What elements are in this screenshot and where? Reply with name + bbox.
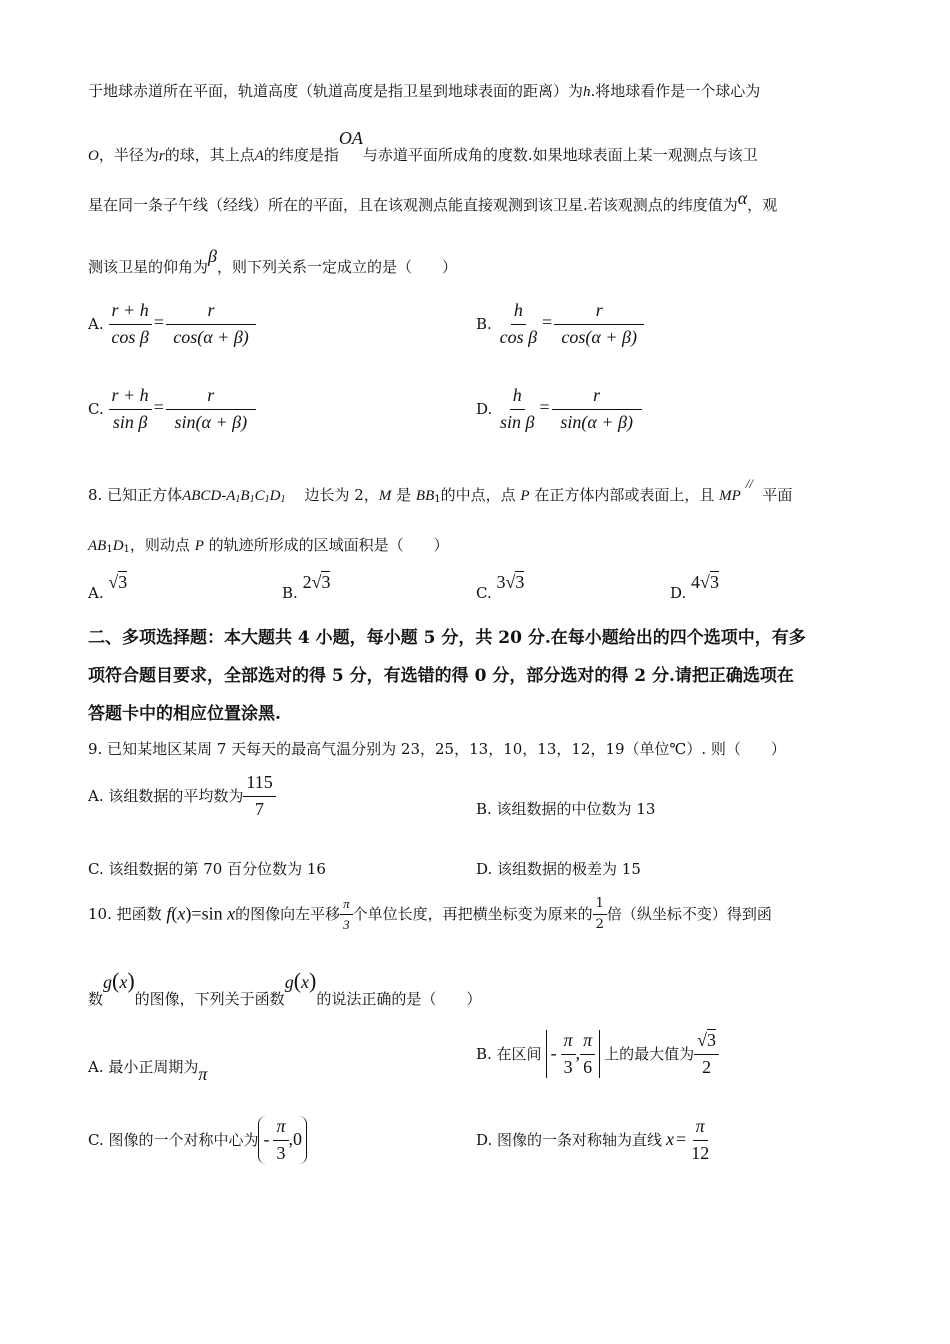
q8-text: ，则动点 bbox=[129, 536, 190, 554]
fraction-sqrt3-2 bbox=[694, 1030, 719, 1078]
option-label: A. bbox=[88, 584, 104, 602]
radicand: 3 bbox=[118, 572, 128, 592]
point-p: P bbox=[194, 538, 204, 554]
fraction-pi-12 bbox=[688, 1116, 712, 1164]
minus-sign: - bbox=[263, 1129, 270, 1150]
option-text: 上的最大值为 bbox=[604, 1045, 695, 1064]
denominator: cos β bbox=[111, 326, 149, 347]
denominator: cos(α + β) bbox=[561, 326, 637, 347]
numerator: r + h bbox=[109, 300, 152, 325]
denominator: 3 bbox=[563, 1056, 573, 1077]
option-label: A. bbox=[88, 315, 104, 334]
q9-option-c[interactable]: C. 该组数据的第 70 百分位数为 16 bbox=[88, 860, 326, 878]
q8-text: 是 bbox=[396, 486, 412, 504]
section2-heading-line2: 项符合题目要求，全部选对的得 5 分，有选错的得 0 分，部分选对的得 2 分.请把正确选项在 bbox=[88, 666, 794, 686]
function-g: g(x) bbox=[103, 968, 135, 993]
q10-line1 bbox=[88, 896, 772, 932]
q7-option-a[interactable] bbox=[88, 300, 256, 348]
cube-part: B bbox=[240, 488, 250, 504]
option-text: A. 该组数据的平均数为 bbox=[88, 787, 244, 806]
denominator: cos β bbox=[499, 326, 538, 347]
numerator: 1 bbox=[593, 896, 607, 915]
subscript: 1 bbox=[106, 544, 113, 555]
numerator: r bbox=[166, 300, 256, 325]
symbol-x: x bbox=[666, 1129, 675, 1150]
numerator: r bbox=[554, 300, 644, 325]
q8-option-b[interactable] bbox=[282, 572, 331, 602]
fraction-left bbox=[497, 300, 540, 348]
symbol-x: x bbox=[301, 972, 310, 992]
option-label: C. bbox=[88, 400, 104, 419]
q7-OA: OA bbox=[338, 128, 363, 148]
numerator: √3 bbox=[694, 1030, 719, 1055]
denominator: sin(α + β) bbox=[560, 411, 633, 432]
denominator: sin β bbox=[112, 411, 148, 432]
option-text: A. 最小正周期为 bbox=[88, 1058, 199, 1076]
numerator: h bbox=[511, 300, 526, 325]
zero: ,0 bbox=[288, 1129, 303, 1150]
section2-heading-line3: 答题卡中的相应位置涂黑. bbox=[88, 704, 281, 724]
equals-sign: = bbox=[153, 397, 164, 418]
numerator: π bbox=[340, 896, 353, 915]
denominator: 6 bbox=[583, 1056, 593, 1077]
section2-heading-line1: 二、多项选择题：本大题共 4 小题，每小题 5 分，共 20 分.在每小题给出的四个选项中，有多 bbox=[88, 628, 806, 648]
function-f: f(x)=sin x bbox=[166, 903, 236, 924]
fraction-right bbox=[166, 300, 256, 348]
numerator: h bbox=[510, 385, 525, 410]
denominator: 2 bbox=[702, 1056, 712, 1077]
q7-alpha: α bbox=[737, 188, 748, 208]
parallel-symbol: // bbox=[745, 476, 753, 491]
radical-sign: √ bbox=[505, 572, 516, 592]
symbol-pi: π bbox=[198, 1064, 208, 1084]
fraction-pi-6 bbox=[580, 1030, 595, 1078]
q8-text: 边长为 2， bbox=[304, 486, 379, 504]
q7-line1 bbox=[88, 82, 760, 101]
q7-line1-text: 于地球赤道所在平面，轨道高度（轨道高度是指卫星到地球表面的距离）为 bbox=[88, 82, 584, 100]
q7-A: A bbox=[254, 148, 264, 164]
q8-text: 的中点，点 bbox=[440, 486, 516, 504]
q10-text: 的图像向左平移 bbox=[235, 905, 341, 924]
sin-text: =sin bbox=[191, 903, 223, 924]
q7-line2 bbox=[88, 128, 758, 164]
q7-line1-end: .将地球看作是一个球心为 bbox=[590, 82, 761, 100]
option-label: B. bbox=[282, 584, 298, 602]
point-p: P bbox=[520, 488, 530, 504]
q7-line3-end: ，观 bbox=[747, 196, 778, 214]
fraction-right bbox=[166, 385, 256, 433]
denominator: 12 bbox=[691, 1142, 710, 1163]
point-bracket bbox=[258, 1116, 307, 1164]
q7-line4 bbox=[88, 246, 457, 278]
option-label: C. bbox=[476, 584, 492, 602]
comma: , bbox=[575, 1043, 581, 1064]
q8-text: 在正方体内部或表面上，且 bbox=[534, 486, 715, 504]
q10-option-c[interactable] bbox=[88, 1116, 307, 1164]
q10-text: 数 bbox=[88, 990, 104, 1008]
q7-r: r bbox=[158, 148, 165, 164]
fraction-pi-3 bbox=[273, 1116, 288, 1164]
q9-option-d[interactable]: D. 该组数据的极差为 15 bbox=[476, 860, 641, 878]
subscript: 1 bbox=[264, 494, 270, 505]
q7-option-c[interactable] bbox=[88, 385, 256, 433]
numerator: r bbox=[166, 385, 256, 410]
symbol-x: x bbox=[177, 903, 186, 924]
q7-line4-text: 测该卫星的仰角为 bbox=[88, 258, 209, 276]
q10-line2 bbox=[88, 968, 482, 1008]
fraction-half bbox=[593, 896, 607, 932]
q7-option-b[interactable] bbox=[476, 300, 644, 348]
q8-text: 平面 bbox=[762, 486, 793, 504]
q7-line2-b: 的球，其上点 bbox=[164, 146, 255, 164]
denominator: cos(α + β) bbox=[173, 326, 249, 347]
q7-line2-d: 与赤道平面所成角的度数.如果地球表面上某一观测点与该卫 bbox=[362, 146, 758, 164]
minus-sign: - bbox=[550, 1043, 557, 1064]
symbol-g: g bbox=[284, 972, 294, 992]
q10-option-b[interactable] bbox=[476, 1030, 719, 1078]
q8-number: 8. 已知正方体 bbox=[88, 486, 183, 504]
sqrt-expression bbox=[497, 571, 525, 592]
q7-line2-c: 的纬度是指 bbox=[263, 146, 339, 164]
numerator: r bbox=[552, 385, 642, 410]
symbol-x: x bbox=[227, 903, 236, 924]
q8-line2 bbox=[88, 536, 449, 556]
q7-option-d[interactable] bbox=[476, 385, 642, 433]
radical-sign: √ bbox=[311, 572, 322, 592]
q8-option-a[interactable] bbox=[88, 572, 128, 602]
denominator: 3 bbox=[276, 1142, 286, 1163]
denominator: 2 bbox=[595, 916, 604, 932]
q8-option-c[interactable] bbox=[476, 572, 525, 602]
q8-text: 的轨迹所形成的区域面积是（ ） bbox=[208, 536, 449, 554]
option-label: B. bbox=[476, 315, 492, 334]
radicand: 3 bbox=[515, 572, 525, 592]
coefficient: 2 bbox=[302, 572, 312, 592]
radicand: 3 bbox=[707, 1030, 717, 1050]
fraction-right bbox=[552, 385, 642, 433]
sqrt-expression bbox=[108, 571, 127, 592]
q8-line1 bbox=[88, 476, 793, 506]
interval-bracket bbox=[546, 1030, 601, 1078]
fraction-left bbox=[109, 385, 152, 433]
option-text: C. 图像的一个对称中心为 bbox=[88, 1131, 259, 1150]
q10-text: 倍（纵坐标不变）得到函 bbox=[606, 905, 772, 924]
symbol-x: x bbox=[119, 972, 128, 992]
subscript: 1 bbox=[235, 494, 241, 505]
q10-option-a[interactable] bbox=[88, 1056, 208, 1084]
symbol-f: f bbox=[166, 903, 172, 924]
q7-beta: β bbox=[208, 246, 217, 266]
sqrt-expression bbox=[691, 571, 719, 592]
equals-sign: = bbox=[153, 312, 165, 333]
denominator: 7 bbox=[255, 798, 265, 819]
q7-O: O bbox=[88, 148, 99, 164]
equals-sign: = bbox=[676, 1129, 687, 1150]
fraction-left bbox=[108, 300, 151, 348]
numerator: r + h bbox=[109, 385, 152, 410]
cube-part: C bbox=[254, 488, 265, 504]
fraction-right bbox=[554, 300, 644, 348]
q10-text: 的说法正确的是（ ） bbox=[316, 990, 482, 1008]
q10-text: 个单位长度，再把横坐标变为原来的 bbox=[352, 905, 593, 924]
numerator: π bbox=[273, 1116, 288, 1141]
q7-h: h bbox=[583, 84, 591, 100]
subscript: 1 bbox=[123, 544, 130, 555]
option-text: B. 在区间 bbox=[476, 1045, 542, 1064]
segment-bb: BB bbox=[415, 488, 435, 504]
cube-part: ABCD-A bbox=[182, 488, 236, 504]
q9-option-b[interactable]: B. 该组数据的中位数为 13 bbox=[476, 800, 656, 818]
sqrt-expression bbox=[303, 571, 331, 592]
cube-part: D bbox=[269, 488, 281, 504]
fraction-pi-3 bbox=[340, 896, 353, 932]
function-g: g(x) bbox=[284, 968, 317, 993]
coefficient: 4 bbox=[691, 572, 701, 592]
option-text: D. 图像的一条对称轴为直线 bbox=[476, 1131, 663, 1150]
radical-sign: √ bbox=[700, 572, 710, 592]
numerator: π bbox=[693, 1116, 708, 1141]
fraction-left bbox=[497, 385, 537, 433]
radicand: 3 bbox=[709, 572, 719, 592]
symbol-g: g bbox=[103, 972, 113, 992]
q10-text: 的图像，下列关于函数 bbox=[134, 990, 285, 1008]
q8-option-d[interactable] bbox=[670, 572, 719, 602]
q10-text: 10. 把函数 bbox=[88, 905, 162, 924]
segment-mp: MP bbox=[719, 488, 741, 504]
subscript: 1 bbox=[280, 494, 286, 505]
fraction-mean bbox=[243, 772, 275, 820]
option-label: D. bbox=[670, 584, 687, 602]
q9-stem: 9. 已知某地区某周 7 天每天的最高气温分别为 23，25，13，10，13，12，19（单位℃）. 则（ ） bbox=[88, 740, 786, 758]
plane-d: D bbox=[112, 538, 124, 554]
numerator: π bbox=[580, 1030, 595, 1055]
point-m: M bbox=[378, 488, 392, 504]
q10-option-d[interactable] bbox=[476, 1116, 712, 1164]
coefficient: 3 bbox=[496, 572, 506, 592]
fraction-pi-3 bbox=[561, 1030, 576, 1078]
numerator: π bbox=[561, 1030, 576, 1055]
radical-sign: √ bbox=[108, 572, 119, 592]
plane-ab: AB bbox=[88, 538, 107, 554]
equals-sign: = bbox=[542, 312, 553, 333]
subscript: 1 bbox=[249, 494, 255, 505]
denominator: sin(α + β) bbox=[174, 411, 248, 432]
denominator: 3 bbox=[343, 916, 350, 932]
cube-name bbox=[182, 488, 285, 504]
subscript: 1 bbox=[434, 494, 441, 505]
denominator: sin β bbox=[500, 411, 535, 432]
q7-line3 bbox=[88, 188, 778, 216]
equals-sign: = bbox=[539, 397, 550, 418]
q7-line3-text: 星在同一条子午线（经线）所在的平面，且在该观测点能直接观测到该卫星.若该观测点的纬度值为 bbox=[88, 196, 738, 214]
q7-line4-end: ，则下列关系一定成立的是（ ） bbox=[216, 258, 457, 276]
q7-line2-a: ，半径为 bbox=[98, 146, 159, 164]
numerator: 115 bbox=[243, 772, 275, 797]
option-label: D. bbox=[476, 400, 493, 419]
radicand: 3 bbox=[321, 572, 331, 592]
q9-option-a[interactable] bbox=[88, 772, 276, 820]
